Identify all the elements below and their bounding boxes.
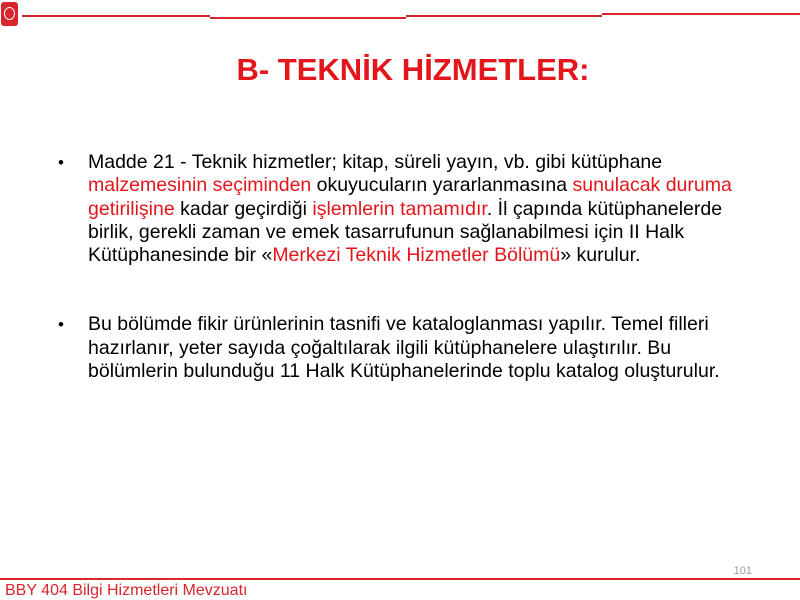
university-logo-icon xyxy=(1,2,18,26)
highlighted-text: Merkezi Teknik Hizmetler Bölümü xyxy=(272,244,561,267)
header-rule xyxy=(406,15,602,17)
bullet-text: . İl çapında kütüphanelerde birlik, gerekli zaman ve emek tasarrufunun sağlanabilmesi için II Halk Kütüphanesinde bir « xyxy=(88,197,723,267)
bullet-text: Bu bölümde fikir ürünlerinin tasnifi ve kataloglanması yapılır. Temel filleri hazırlanır, yeter sayıda çoğaltılarak ilgili kütüphanelere ulaştırılır. Bu bölümlerin bulunduğu 11 Halk Kütüphanelerinde toplu katalog oluşturulur. xyxy=(88,313,720,383)
header-rule xyxy=(210,17,406,19)
bullet-list xyxy=(58,151,758,383)
highlighted-text: işlemlerin tamamıdır xyxy=(312,197,487,220)
bullet-text: » kurulur. xyxy=(560,244,641,267)
footer-title: BBY 404 Bilgi Hizmetleri Mevzuatı xyxy=(5,582,248,599)
slide-title: B- TEKNİK HİZMETLER: xyxy=(236,52,590,87)
bullet-dot: • xyxy=(58,315,64,335)
header-rule xyxy=(602,13,800,15)
header-rule xyxy=(22,15,210,17)
bullet-text: Madde 21 - Teknik hizmetler; kitap, süreli yayın, vb. gibi kütüphane xyxy=(88,151,663,173)
highlighted-text: malzemesinin seçiminden xyxy=(88,174,312,197)
bullet-text: okuyucuların yararlanmasına xyxy=(311,174,573,197)
highlighted-text: sunulacak duruma getirilişine xyxy=(88,174,732,220)
footer-rule xyxy=(0,578,800,580)
bullet-text: kadar geçirdiği xyxy=(174,197,313,220)
bullet-dot: • xyxy=(58,153,64,172)
bullet-item xyxy=(58,313,758,383)
bullet-item xyxy=(58,151,758,267)
page-number: 101 xyxy=(733,565,752,577)
